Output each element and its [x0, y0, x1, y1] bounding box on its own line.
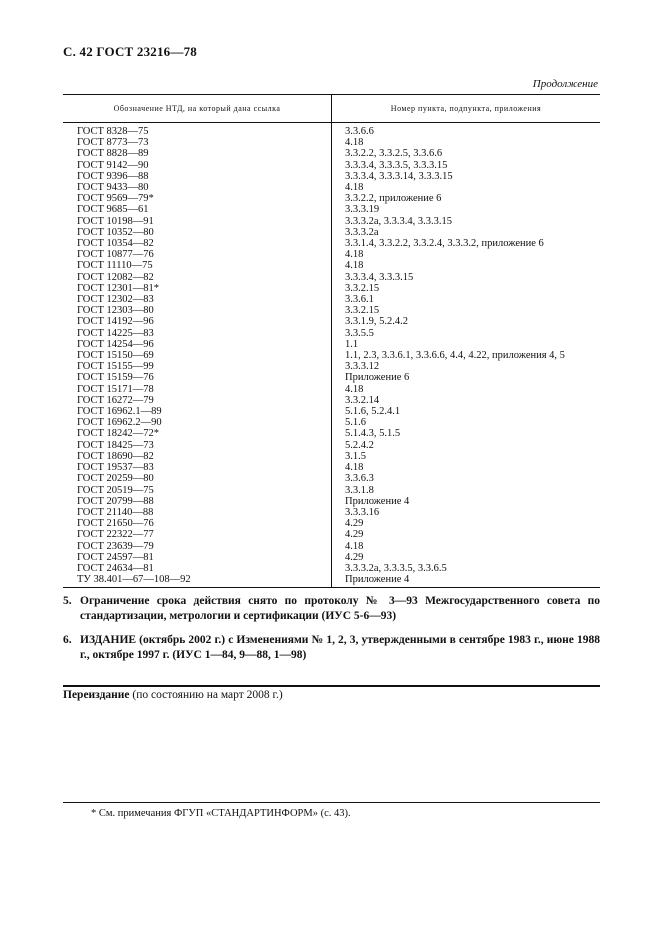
table-row: [63, 417, 600, 428]
clause-numbers: 3.3.3.2а: [345, 226, 379, 238]
note-number: 6.: [63, 634, 72, 646]
clause-numbers: 3.3.2.2, 3.3.2.5, 3.3.6.6: [345, 148, 443, 160]
document-designation: ГОСТ 20799—88: [63, 496, 332, 507]
clause-numbers: 4.18: [345, 182, 364, 194]
table-row: [63, 148, 600, 159]
document-designation: ГОСТ 10354—82: [63, 238, 332, 249]
clause-numbers: 4.18: [345, 137, 364, 149]
document-designation: ГОСТ 10352—80: [63, 227, 332, 238]
table-row: [63, 260, 600, 271]
document-designation: ГОСТ 8773—73: [63, 137, 332, 148]
reissue-text: (по состоянию на март 2008 г.): [129, 689, 283, 701]
clause-numbers: 3.3.2.15: [345, 305, 380, 317]
clause-numbers: Приложение 6: [345, 372, 410, 384]
document-designation: ГОСТ 24634—81: [63, 563, 332, 574]
table-row: [63, 182, 600, 193]
document-designation: ГОСТ 24597—81: [63, 552, 332, 563]
table-row: [63, 249, 600, 260]
document-designation: ГОСТ 9433—80: [63, 182, 332, 193]
table-row: [63, 496, 600, 507]
note-6: [63, 633, 600, 663]
table-row: [63, 216, 600, 227]
document-designation: ТУ 38.401—67—108—92: [63, 574, 332, 588]
column-header-clause: Номер пункта, подпункта, приложения: [332, 95, 601, 123]
reissue-label: Переиздание: [63, 689, 130, 701]
clause-numbers: 4.18: [345, 540, 364, 552]
continuation-label: Продолжение: [532, 78, 598, 90]
clause-numbers: 1.1: [345, 338, 359, 350]
document-designation: ГОСТ 23639—79: [63, 541, 332, 552]
clause-numbers: 3.3.1.9, 5.2.4.2: [345, 316, 408, 328]
table-row: [63, 204, 600, 215]
clause-numbers: 5.1.6: [345, 417, 366, 429]
table-row: [63, 238, 600, 249]
clause-numbers: 5.1.4.3, 5.1.5: [345, 428, 401, 440]
clause-numbers: Приложение 4: [345, 495, 410, 507]
document-designation: ГОСТ 8828—89: [63, 148, 332, 159]
clause-numbers: 3.3.3.16: [345, 506, 380, 518]
clause-numbers: 3.3.3.12: [345, 361, 380, 373]
footnote-divider: [63, 802, 600, 803]
document-designation: ГОСТ 15171—78: [63, 384, 332, 395]
table-row: [63, 294, 600, 305]
document-designation: ГОСТ 8328—75: [63, 123, 332, 138]
table-header-row: [63, 95, 600, 123]
clause-numbers: 3.3.3.2а, 3.3.3.4, 3.3.3.15: [345, 215, 453, 227]
table-row: [63, 574, 600, 588]
table-row: [63, 350, 600, 361]
reference-table: [63, 94, 600, 588]
note-text: Ограничение срока действия снято по протоколу № 3—93 Межгосударственного совета по стандартизации, метрологии и сертификации (ИУС 5-6—93): [80, 595, 600, 622]
table-body: [63, 123, 600, 588]
clause-numbers: 3.3.3.2а, 3.3.3.5, 3.3.6.5: [345, 562, 447, 574]
table-row: [63, 440, 600, 451]
clause-numbers: 4.18: [345, 260, 364, 272]
table-row: [63, 462, 600, 473]
document-designation: ГОСТ 18242—72*: [63, 428, 332, 439]
document-designation: ГОСТ 21650—76: [63, 518, 332, 529]
table-row: [63, 451, 600, 462]
document-designation: ГОСТ 12303—80: [63, 305, 332, 316]
table-row: [63, 339, 600, 350]
clause-numbers: 3.3.2.2, приложение 6: [345, 193, 442, 205]
table-row: [63, 395, 600, 406]
table-row: [63, 485, 600, 496]
document-designation: ГОСТ 12302—83: [63, 294, 332, 305]
table-row: [63, 361, 600, 372]
document-designation: ГОСТ 15155—99: [63, 361, 332, 372]
clause-numbers: 3.3.6.3: [345, 473, 374, 485]
column-header-document: Обозначение НТД, на который дана ссылка: [63, 95, 332, 123]
document-designation: ГОСТ 16272—79: [63, 395, 332, 406]
document-designation: ГОСТ 9685—61: [63, 204, 332, 215]
table-row: [63, 160, 600, 171]
document-designation: ГОСТ 12301—81*: [63, 283, 332, 294]
clause-numbers: 4.29: [345, 518, 364, 530]
table-row: [63, 384, 600, 395]
clause-numbers: Приложение 4: [332, 574, 601, 588]
clause-numbers: 4.29: [345, 529, 364, 541]
clause-numbers: 3.3.6.6: [345, 126, 374, 137]
document-designation: ГОСТ 19537—83: [63, 462, 332, 473]
table-row: [63, 272, 600, 283]
document-designation: ГОСТ 21140—88: [63, 507, 332, 518]
reissue-divider: [63, 685, 600, 687]
document-designation: ГОСТ 15150—69: [63, 350, 332, 361]
table-row: [63, 406, 600, 417]
document-designation: ГОСТ 18690—82: [63, 451, 332, 462]
clause-numbers: 3.3.1.8: [345, 484, 374, 496]
footnote: * См. примечания ФГУП «СТАНДАРТИНФОРМ» (с. 43).: [91, 808, 351, 819]
table-row: [63, 123, 600, 138]
note-number: 5.: [63, 595, 72, 607]
table-row: [63, 316, 600, 327]
clause-numbers: 3.3.2.14: [345, 394, 380, 406]
clause-numbers: 3.3.6.1: [345, 294, 374, 306]
clause-numbers: 3.3.3.4, 3.3.3.14, 3.3.3.15: [345, 170, 453, 182]
table-row: [63, 171, 600, 182]
clause-numbers: 3.3.3.4, 3.3.3.5, 3.3.3.15: [345, 159, 448, 171]
clause-numbers: 4.18: [345, 462, 364, 474]
clause-numbers: 5.1.6, 5.2.4.1: [345, 406, 401, 418]
table-row: [63, 529, 600, 540]
table-row: [63, 283, 600, 294]
document-designation: ГОСТ 10877—76: [63, 249, 332, 260]
table-row: [63, 305, 600, 316]
table-row: [63, 137, 600, 148]
document-designation: ГОСТ 11110—75: [63, 260, 332, 271]
clause-numbers: 5.2.4.2: [345, 439, 374, 451]
table-row: [63, 507, 600, 518]
clause-numbers: 4.18: [345, 249, 364, 261]
table-row: [63, 372, 600, 383]
note-text: ИЗДАНИЕ (октябрь 2002 г.) с Изменениями № 1, 2, 3, утвержденными в сентябре 1983 г., июне 1988 г., октябре 1997 г. (ИУС 1—84, 9—88, 1—98): [80, 634, 600, 661]
note-5: [63, 594, 600, 624]
clause-numbers: 3.3.3.19: [345, 204, 380, 216]
table-row: [63, 193, 600, 204]
clause-numbers: 3.3.1.4, 3.3.2.2, 3.3.2.4, 3.3.3.2, приложение 6: [345, 238, 544, 250]
document-designation: ГОСТ 16962.1—89: [63, 406, 332, 417]
document-designation: ГОСТ 9396—88: [63, 171, 332, 182]
document-designation: ГОСТ 20259—80: [63, 473, 332, 484]
clause-numbers: 1.1, 2.3, 3.3.6.1, 3.3.6.6, 4.4, 4.22, приложения 4, 5: [345, 350, 565, 362]
document-designation: ГОСТ 16962.2—90: [63, 417, 332, 428]
table-row: [63, 552, 600, 563]
clause-numbers: 4.18: [345, 383, 364, 395]
document-designation: ГОСТ 22322—77: [63, 529, 332, 540]
document-designation: ГОСТ 9142—90: [63, 160, 332, 171]
clause-numbers: 3.3.5.5: [345, 327, 374, 339]
clause-numbers: 3.1.5: [345, 450, 366, 462]
document-designation: ГОСТ 15159—76: [63, 372, 332, 383]
table-row: [63, 541, 600, 552]
table-row: [63, 563, 600, 574]
document-designation: ГОСТ 12082—82: [63, 272, 332, 283]
clause-numbers: 4.29: [345, 551, 364, 563]
page-header: С. 42 ГОСТ 23216—78: [63, 44, 197, 59]
document-designation: ГОСТ 9569—79*: [63, 193, 332, 204]
document-designation: ГОСТ 14225—83: [63, 328, 332, 339]
clause-numbers: 3.3.3.4, 3.3.3.15: [345, 271, 414, 283]
clause-numbers: 3.3.2.15: [345, 282, 380, 294]
document-designation: ГОСТ 14192—96: [63, 316, 332, 327]
reissue-note: [63, 689, 283, 701]
document-designation: ГОСТ 14254—96: [63, 339, 332, 350]
table-row: [63, 227, 600, 238]
table-row: [63, 428, 600, 439]
table-row: [63, 473, 600, 484]
document-designation: ГОСТ 18425—73: [63, 440, 332, 451]
table-row: [63, 328, 600, 339]
document-designation: ГОСТ 10198—91: [63, 216, 332, 227]
table-row: [63, 518, 600, 529]
document-designation: ГОСТ 20519—75: [63, 485, 332, 496]
